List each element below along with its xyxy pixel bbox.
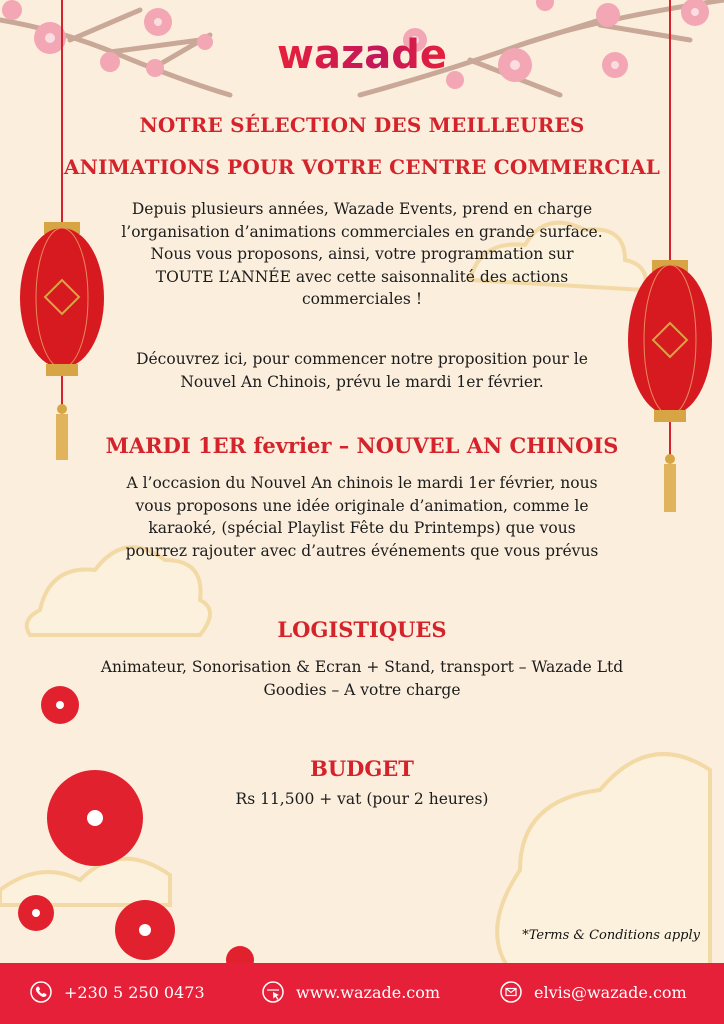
website-link[interactable]: www.wazade.com bbox=[296, 982, 441, 1002]
budget-heading: BUDGET bbox=[310, 756, 414, 781]
event-line: pourrez rajouter avec d’autres événements que vous prévus bbox=[125, 541, 599, 560]
discover-line: Nouvel An Chinois, prévu le mardi 1er février. bbox=[180, 372, 544, 391]
intro-line: l’organisation d’animations commerciales en grande surface. bbox=[121, 222, 603, 241]
web-cursor-icon bbox=[262, 981, 284, 1003]
logistics-line: Animateur, Sonorisation & Ecran + Stand, transport – Wazade Ltd bbox=[100, 658, 624, 676]
intro-line: commerciales ! bbox=[301, 290, 423, 308]
terms-note: *Terms & Conditions apply bbox=[522, 928, 700, 943]
budget-value: Rs 11,500 + vat (pour 2 heures) bbox=[235, 790, 489, 808]
phone-icon bbox=[30, 981, 52, 1003]
discover-line: Découvrez ici, pour commencer notre proposition pour le bbox=[136, 350, 588, 368]
wazade-logo bbox=[0, 30, 724, 80]
website-contact[interactable] bbox=[262, 981, 440, 1003]
red-flowers bbox=[18, 686, 254, 974]
wazade-logo-mark bbox=[252, 30, 472, 80]
email-address[interactable]: elvis@wazade.com bbox=[534, 982, 687, 1002]
phone-contact[interactable] bbox=[30, 981, 205, 1003]
contact-footer bbox=[0, 963, 724, 1024]
discover-paragraph bbox=[0, 348, 724, 393]
svg-text:wazade: wazade bbox=[277, 32, 447, 78]
event-heading: MARDI 1ER fevrier – NOUVEL AN CHINOIS bbox=[105, 433, 619, 458]
event-line: vous proposons une idée originale d’animation, comme le bbox=[135, 496, 589, 515]
logistics-heading: LOGISTIQUES bbox=[277, 617, 447, 642]
phone-number: +230 5 250 0473 bbox=[64, 982, 205, 1002]
event-line: A l’occasion du Nouvel An chinois le mardi 1er février, nous bbox=[126, 474, 598, 492]
email-contact[interactable] bbox=[500, 981, 687, 1003]
intro-line: TOUTE L’ANNÉE avec cette saisonnalité des actions bbox=[155, 267, 569, 286]
mail-icon bbox=[500, 981, 522, 1003]
page-title-line1: NOTRE SÉLECTION DES MEILLEURES bbox=[139, 113, 585, 137]
intro-line: Depuis plusieurs années, Wazade Events, prend en charge bbox=[131, 200, 593, 218]
event-paragraph bbox=[0, 472, 724, 562]
page-title-line2: ANIMATIONS POUR VOTRE CENTRE COMMERCIAL bbox=[63, 155, 661, 179]
event-line: karaoké, (spécial Playlist Fête du Printemps) que vous bbox=[148, 519, 576, 537]
logistics-paragraph bbox=[0, 656, 724, 701]
intro-paragraph bbox=[0, 198, 724, 311]
intro-line: Nous vous proposons, ainsi, votre programmation sur bbox=[150, 245, 574, 263]
logistics-line: Goodies – A votre charge bbox=[263, 680, 461, 699]
